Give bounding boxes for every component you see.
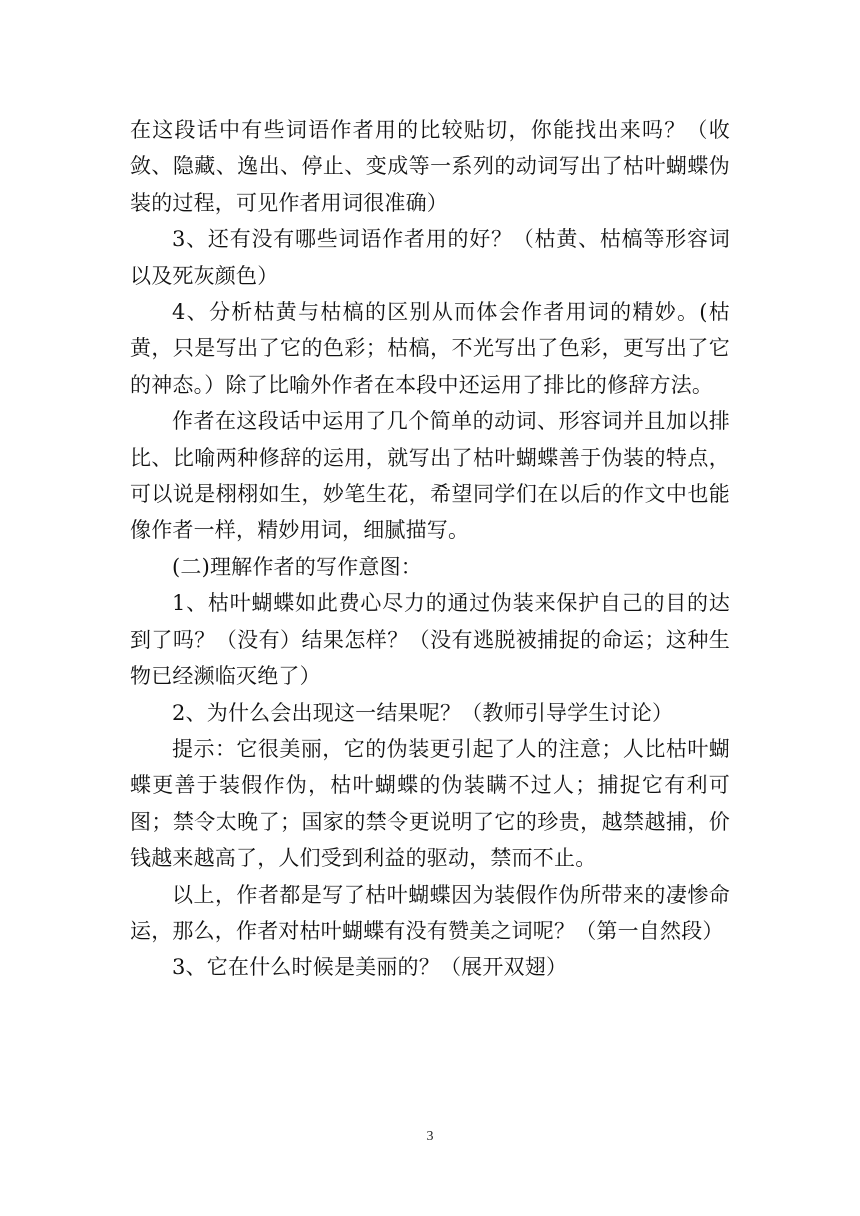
paragraph-author-technique-summary: 作者在这段话中运用了几个简单的动词、形容词并且加以排比、比喻两种修辞的运用，就写出了枯叶蝴蝶善于伪装的特点，可以说是栩栩如生，妙笔生花，希望同学们在以后的作文中也能像作者一样，精妙用词，细腻描写。 (130, 409, 730, 543)
paragraph-intent-question-2: 2、为什么会出现这一结果呢？（教师引导学生讨论） (172, 700, 674, 725)
paragraph-intent-question-1: 1、枯叶蝴蝶如此费心尽力的通过伪装来保护自己的目的达到了吗？（没有）结果怎样？（没有逃脱被捕捉的命运；这种生物已经濒临灭绝了） (130, 591, 730, 689)
paragraph-question-3-words: 3、还有没有哪些词语作者用的好？（枯黄、枯槁等形容词以及死灰颜色） (130, 227, 730, 288)
paragraph-intent-question-3: 3、它在什么时候是美丽的？（展开双翅） (172, 955, 568, 980)
page-body (130, 112, 730, 986)
section-heading-writing-intent: (二)理解作者的写作意图： (172, 554, 422, 579)
paragraph-transition: 以上，作者都是写了枯叶蝴蝶因为装假作伪所带来的凄惨命运，那么，作者对枯叶蝴蝶有没有赞美之词呢？（第一自然段） (130, 882, 730, 943)
page-number: 3 (426, 1129, 434, 1144)
paragraph-hint: 提示：它很美丽，它的伪装更引起了人的注意；人比枯叶蝴蝶更善于装假作伪，枯叶蝴蝶的伪装瞒不过人；捕捉它有利可图；禁令太晚了；国家的禁令更说明了它的珍贵，越禁越捕，价钱越来越高了，人们受到利益的驱动，禁而不止。 (130, 736, 730, 871)
paragraph-question-4-analysis: 4、分析枯黄与枯槁的区别从而体会作者用词的精妙。(枯黄，只是写出了它的色彩；枯槁，不光写出了色彩，更写出了它的神态。）除了比喻外作者在本段中还运用了排比的修辞方法。 (130, 300, 730, 397)
paragraph-word-choice-question: 在这段话中有些词语作者用的比较贴切，你能找出来吗？（收敛、隐藏、逸出、停止、变成等一系列的动词写出了枯叶蝴蝶伪装的过程，可见作者用词很准确） (130, 118, 730, 215)
